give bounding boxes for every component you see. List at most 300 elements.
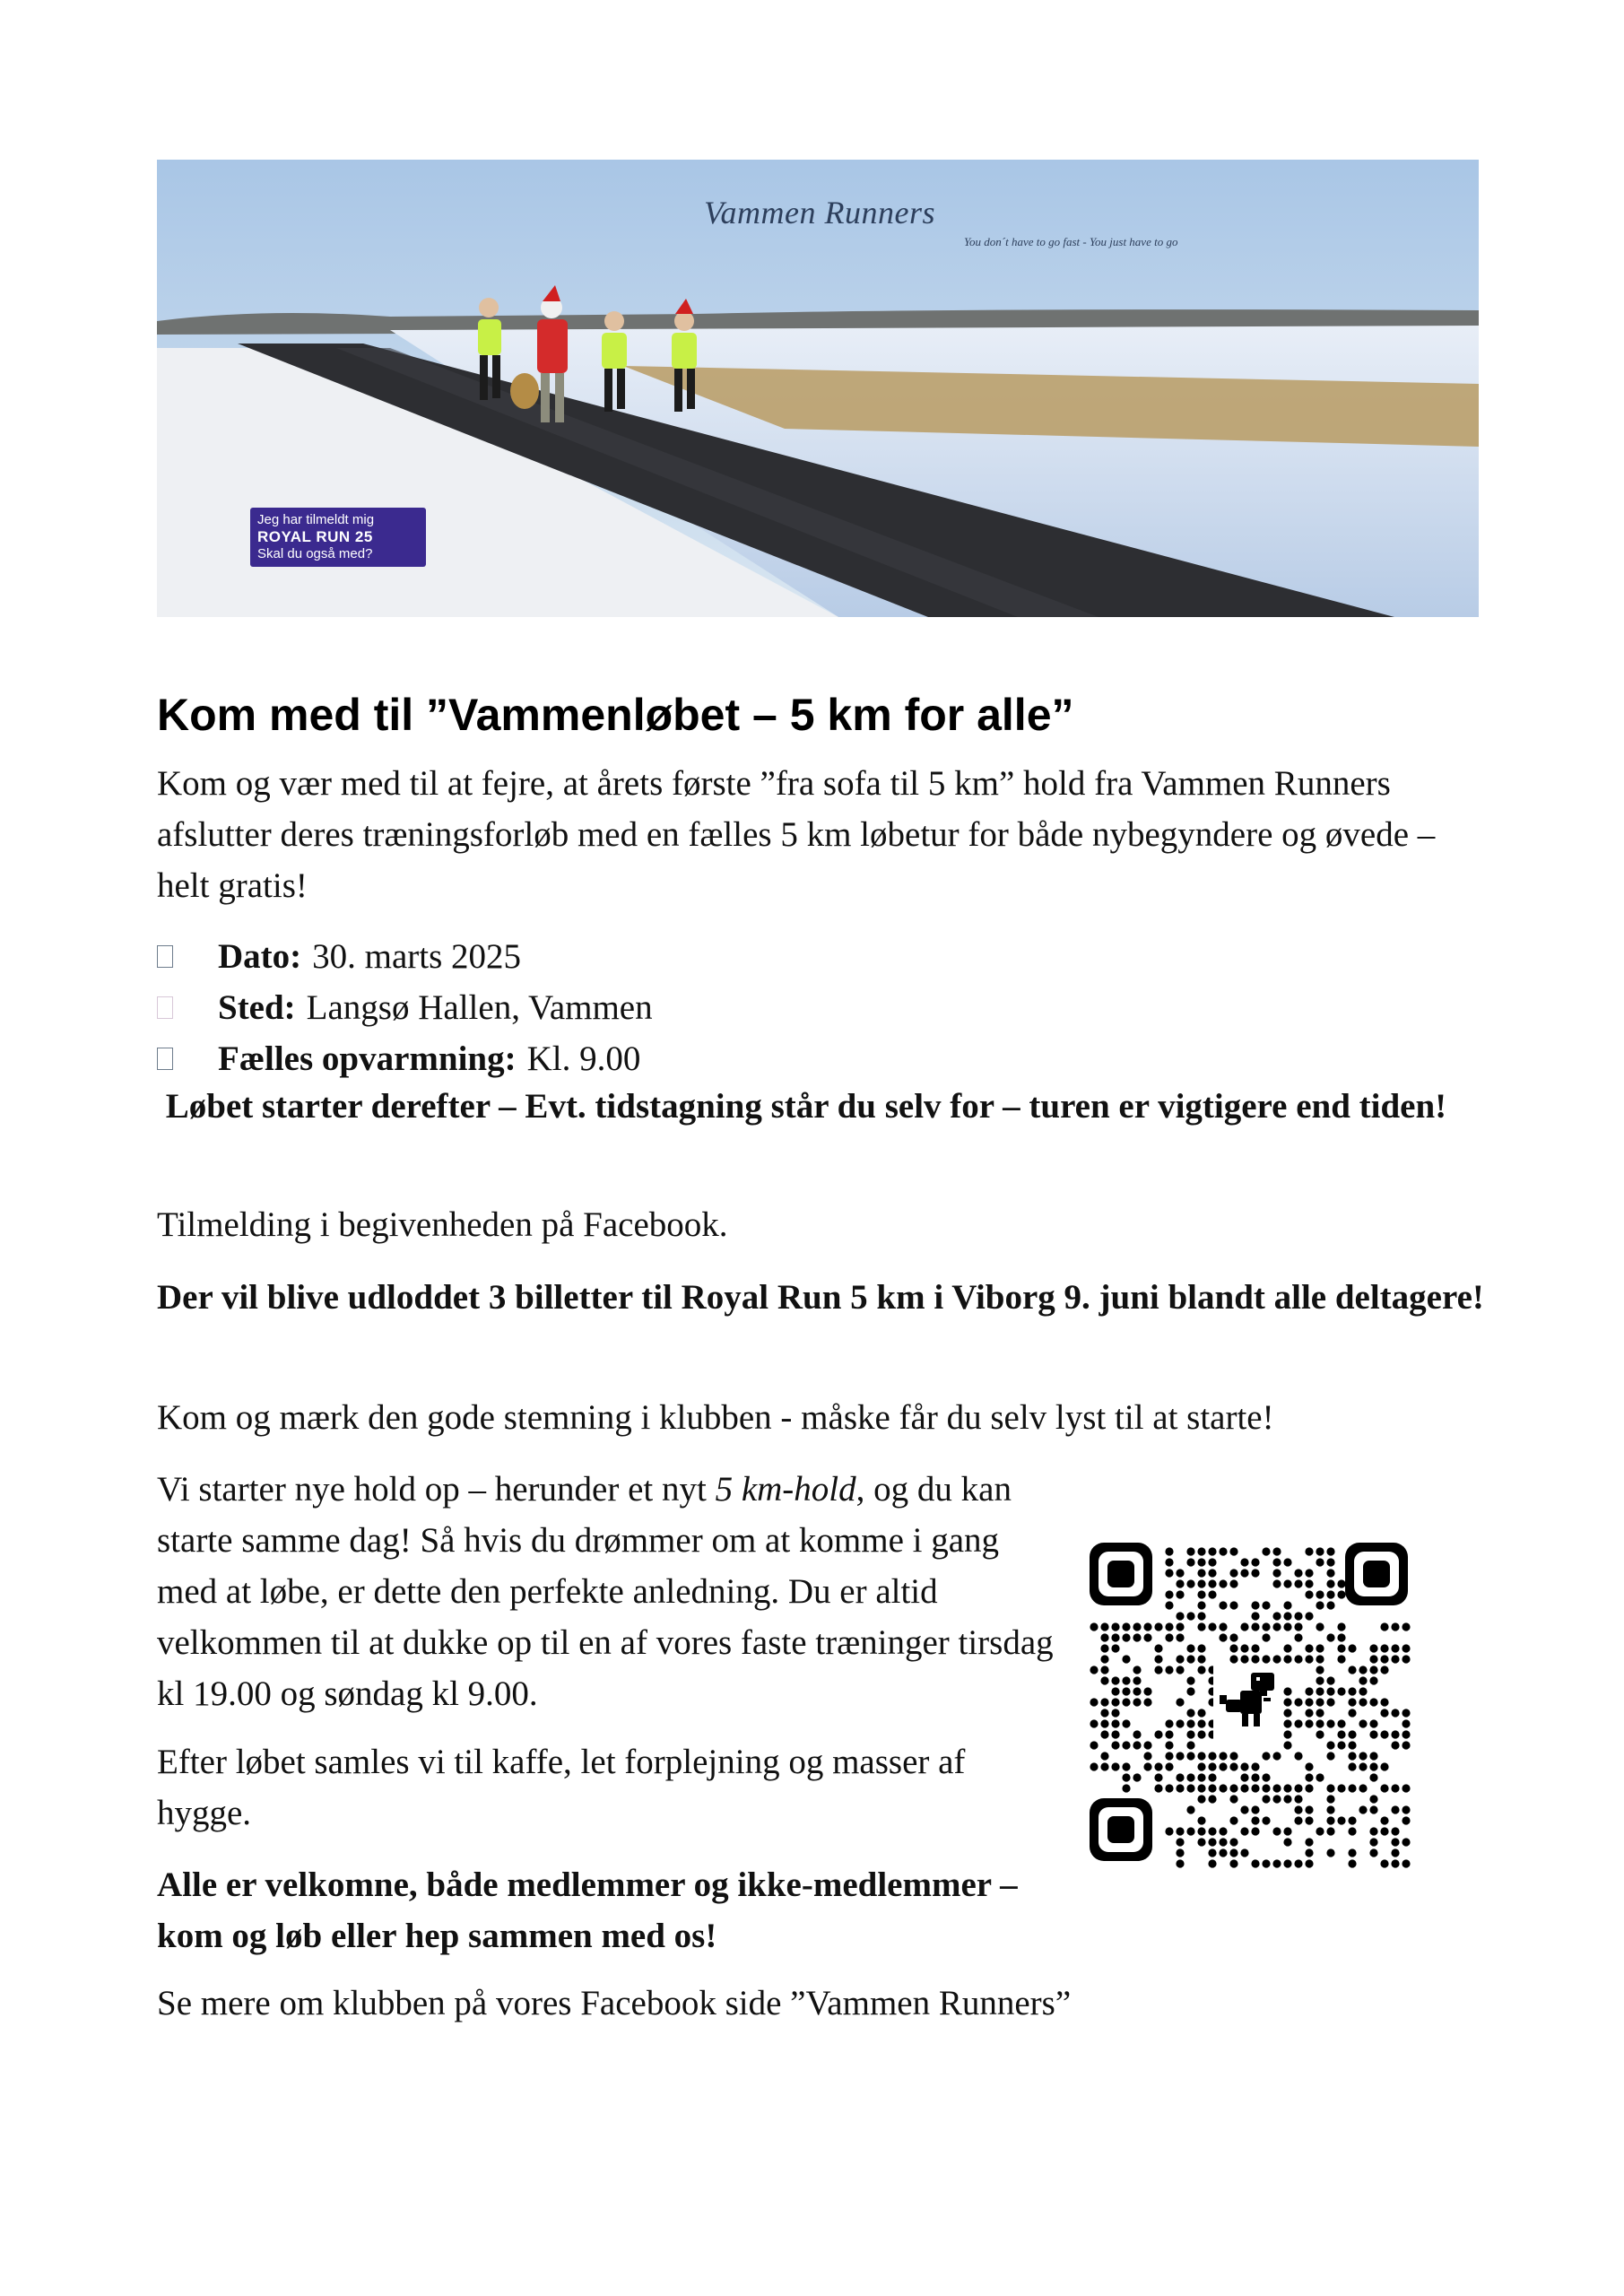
qr-module bbox=[1165, 1827, 1173, 1835]
qr-module bbox=[1229, 1848, 1238, 1857]
qr-module bbox=[1154, 1655, 1162, 1663]
qr-module bbox=[1176, 1848, 1184, 1857]
qr-module bbox=[1100, 1762, 1108, 1770]
qr-module bbox=[1240, 1805, 1248, 1813]
qr-module bbox=[1369, 1655, 1377, 1663]
qr-module bbox=[1391, 1859, 1399, 1867]
qr-module bbox=[1391, 1827, 1399, 1835]
qr-module bbox=[1251, 1644, 1259, 1652]
qr-module bbox=[1219, 1579, 1227, 1587]
badge-line-2: ROYAL RUN 25 bbox=[257, 528, 373, 545]
qr-module bbox=[1326, 1633, 1334, 1641]
qr-module bbox=[1305, 1773, 1313, 1781]
qr-code[interactable] bbox=[1063, 1520, 1439, 1897]
qr-module bbox=[1348, 1644, 1356, 1652]
checkbox-icon bbox=[157, 1048, 173, 1070]
qr-module bbox=[1380, 1665, 1388, 1674]
qr-module bbox=[1348, 1784, 1356, 1792]
qr-module bbox=[1208, 1773, 1216, 1781]
qr-module bbox=[1176, 1719, 1184, 1727]
qr-module bbox=[1272, 1784, 1281, 1792]
qr-module bbox=[1100, 1676, 1108, 1684]
qr-module bbox=[1197, 1612, 1205, 1620]
qr-module bbox=[1176, 1859, 1184, 1867]
qr-module bbox=[1402, 1838, 1410, 1846]
qr-module bbox=[1197, 1827, 1205, 1835]
qr-module bbox=[1100, 1665, 1108, 1674]
qr-module bbox=[1208, 1590, 1216, 1598]
qr-module bbox=[1369, 1762, 1377, 1770]
qr-module bbox=[1186, 1752, 1194, 1760]
qr-module bbox=[1197, 1579, 1205, 1587]
qr-module bbox=[1294, 1805, 1302, 1813]
qr-module bbox=[1186, 1612, 1194, 1620]
qr-module bbox=[1165, 1762, 1173, 1770]
qr-module bbox=[1176, 1773, 1184, 1781]
qr-module bbox=[1359, 1762, 1367, 1770]
qr-module bbox=[1197, 1784, 1205, 1792]
qr-module bbox=[1197, 1655, 1205, 1663]
qr-module bbox=[1272, 1547, 1281, 1555]
qr-module bbox=[1143, 1687, 1151, 1695]
qr-module bbox=[1262, 1784, 1270, 1792]
new-teams-text bbox=[157, 1464, 1054, 1719]
qr-module bbox=[1305, 1838, 1313, 1846]
qr-module bbox=[1186, 1719, 1194, 1727]
banner-club-name: Vammen Runners bbox=[704, 195, 935, 230]
qr-module bbox=[1402, 1859, 1410, 1867]
qr-module bbox=[1262, 1816, 1270, 1824]
qr-module bbox=[1176, 1569, 1184, 1577]
qr-module bbox=[1348, 1741, 1356, 1749]
qr-module bbox=[1348, 1752, 1356, 1760]
qr-module bbox=[1294, 1784, 1302, 1792]
qr-module bbox=[1197, 1838, 1205, 1846]
qr-module bbox=[1326, 1687, 1334, 1695]
qr-module bbox=[1348, 1665, 1356, 1674]
qr-module bbox=[1208, 1579, 1216, 1587]
qr-module bbox=[1090, 1719, 1098, 1727]
qr-module bbox=[1165, 1752, 1173, 1760]
qr-module bbox=[1305, 1590, 1313, 1598]
qr-module bbox=[1391, 1655, 1399, 1663]
qr-module bbox=[1176, 1784, 1184, 1792]
qr-module bbox=[1369, 1795, 1377, 1803]
qr-module bbox=[1326, 1752, 1334, 1760]
qr-module bbox=[1251, 1773, 1259, 1781]
qr-module bbox=[1240, 1762, 1248, 1770]
qr-module bbox=[1186, 1827, 1194, 1835]
qr-module bbox=[1272, 1558, 1281, 1566]
qr-module bbox=[1316, 1590, 1324, 1598]
qr-module bbox=[1111, 1698, 1119, 1706]
qr-module bbox=[1122, 1622, 1130, 1631]
qr-module bbox=[1337, 1730, 1345, 1738]
qr-module bbox=[1262, 1633, 1270, 1641]
qr-module bbox=[1176, 1665, 1184, 1674]
qr-module bbox=[1133, 1665, 1141, 1674]
qr-module bbox=[1219, 1601, 1227, 1609]
qr-module bbox=[1251, 1601, 1259, 1609]
qr-module bbox=[1154, 1665, 1162, 1674]
qr-module bbox=[1111, 1633, 1119, 1641]
qr-module bbox=[1154, 1730, 1162, 1738]
qr-module bbox=[1369, 1848, 1377, 1857]
qr-module bbox=[1402, 1730, 1410, 1738]
qr-module bbox=[1165, 1719, 1173, 1727]
qr-module bbox=[1283, 1719, 1291, 1727]
qr-module bbox=[1305, 1655, 1313, 1663]
qr-module bbox=[1219, 1827, 1227, 1835]
qr-module bbox=[1402, 1816, 1410, 1824]
qr-module bbox=[1262, 1655, 1270, 1663]
qr-module bbox=[1305, 1859, 1313, 1867]
qr-module bbox=[1359, 1784, 1367, 1792]
qr-module bbox=[1316, 1622, 1324, 1631]
qr-module bbox=[1197, 1547, 1205, 1555]
qr-module bbox=[1186, 1773, 1194, 1781]
qr-module bbox=[1111, 1687, 1119, 1695]
qr-module bbox=[1359, 1698, 1367, 1706]
qr-module bbox=[1208, 1752, 1216, 1760]
teams-text-before: Vi starter nye hold op – herunder et nyt bbox=[157, 1470, 716, 1509]
qr-module bbox=[1380, 1816, 1388, 1824]
qr-module bbox=[1391, 1730, 1399, 1738]
qr-module bbox=[1208, 1558, 1216, 1566]
qr-module bbox=[1294, 1655, 1302, 1663]
qr-module bbox=[1143, 1622, 1151, 1631]
banner-tagline: You don´t have to go fast - You just have to go bbox=[964, 235, 1178, 248]
qr-module bbox=[1294, 1622, 1302, 1631]
qr-module bbox=[1305, 1816, 1313, 1824]
qr-module bbox=[1272, 1569, 1281, 1577]
qr-module bbox=[1100, 1719, 1108, 1727]
qr-module bbox=[1186, 1547, 1194, 1555]
qr-module bbox=[1305, 1805, 1313, 1813]
qr-module bbox=[1391, 1805, 1399, 1813]
qr-module bbox=[1316, 1547, 1324, 1555]
qr-module bbox=[1122, 1698, 1130, 1706]
qr-module bbox=[1090, 1762, 1098, 1770]
qr-module bbox=[1100, 1633, 1108, 1641]
qr-module bbox=[1208, 1784, 1216, 1792]
qr-module bbox=[1165, 1633, 1173, 1641]
qr-module bbox=[1283, 1601, 1291, 1609]
qr-module bbox=[1380, 1730, 1388, 1738]
qr-module bbox=[1380, 1622, 1388, 1631]
qr-module bbox=[1326, 1558, 1334, 1566]
qr-module bbox=[1186, 1709, 1194, 1717]
qr-module bbox=[1251, 1612, 1259, 1620]
qr-module bbox=[1133, 1773, 1141, 1781]
qr-module bbox=[1165, 1741, 1173, 1749]
qr-module bbox=[1262, 1752, 1270, 1760]
qr-module bbox=[1122, 1655, 1130, 1663]
qr-module bbox=[1283, 1558, 1291, 1566]
qr-module bbox=[1229, 1859, 1238, 1867]
qr-module bbox=[1165, 1665, 1173, 1674]
qr-module bbox=[1283, 1698, 1291, 1706]
qr-module bbox=[1219, 1547, 1227, 1555]
qr-module bbox=[1143, 1698, 1151, 1706]
qr-module bbox=[1294, 1752, 1302, 1760]
qr-module bbox=[1176, 1838, 1184, 1846]
qr-module bbox=[1208, 1795, 1216, 1803]
signup-paragraph bbox=[157, 1199, 1484, 1250]
qr-module bbox=[1176, 1633, 1184, 1641]
fact-label: Dato: bbox=[218, 937, 302, 976]
qr-module bbox=[1391, 1838, 1399, 1846]
qr-module bbox=[1219, 1762, 1227, 1770]
qr-module bbox=[1316, 1655, 1324, 1663]
raffle-text: Der vil blive udloddet 3 billetter til Royal Run 5 km i Viborg 9. juni blandt alle deltagere! bbox=[157, 1278, 1484, 1317]
qr-module bbox=[1197, 1665, 1205, 1674]
qr-module bbox=[1251, 1655, 1259, 1663]
dinosaur-icon bbox=[1213, 1664, 1278, 1744]
qr-module bbox=[1326, 1547, 1334, 1555]
qr-module bbox=[1100, 1730, 1108, 1738]
qr-module bbox=[1133, 1741, 1141, 1749]
qr-module bbox=[1283, 1859, 1291, 1867]
qr-module bbox=[1402, 1655, 1410, 1663]
qr-module bbox=[1305, 1762, 1313, 1770]
qr-module bbox=[1305, 1612, 1313, 1620]
qr-module bbox=[1111, 1676, 1119, 1684]
qr-module bbox=[1251, 1859, 1259, 1867]
qr-module bbox=[1229, 1752, 1238, 1760]
qr-module bbox=[1272, 1827, 1281, 1835]
badge-line-3: Skal du også med? bbox=[257, 546, 373, 561]
qr-module bbox=[1305, 1709, 1313, 1717]
qr-module bbox=[1100, 1644, 1108, 1652]
qr-module bbox=[1369, 1719, 1377, 1727]
qr-module bbox=[1176, 1612, 1184, 1620]
qr-module bbox=[1316, 1698, 1324, 1706]
qr-module bbox=[1337, 1590, 1345, 1598]
qr-module bbox=[1326, 1805, 1334, 1813]
qr-module bbox=[1208, 1827, 1216, 1835]
qr-module bbox=[1272, 1612, 1281, 1620]
qr-module bbox=[1100, 1698, 1108, 1706]
qr-module bbox=[1348, 1859, 1356, 1867]
qr-module bbox=[1240, 1655, 1248, 1663]
qr-module bbox=[1197, 1644, 1205, 1652]
fact-place bbox=[157, 982, 1484, 1033]
qr-module bbox=[1229, 1784, 1238, 1792]
qr-module bbox=[1369, 1730, 1377, 1738]
qr-module bbox=[1133, 1687, 1141, 1695]
fact-label: Fælles opvarmning: bbox=[218, 1039, 517, 1078]
qr-module bbox=[1283, 1827, 1291, 1835]
fact-date bbox=[157, 931, 1484, 982]
qr-module bbox=[1229, 1838, 1238, 1846]
qr-module bbox=[1143, 1633, 1151, 1641]
qr-module bbox=[1251, 1558, 1259, 1566]
qr-module bbox=[1208, 1762, 1216, 1770]
qr-module bbox=[1326, 1676, 1334, 1684]
qr-module bbox=[1369, 1676, 1377, 1684]
qr-module bbox=[1262, 1795, 1270, 1803]
welcome-text: Alle er velkomne, både medlemmer og ikke-medlemmer – kom og løb eller hep sammen med os! bbox=[157, 1866, 1018, 1955]
qr-module bbox=[1402, 1709, 1410, 1717]
qr-module bbox=[1337, 1644, 1345, 1652]
qr-module bbox=[1262, 1773, 1270, 1781]
raffle-paragraph bbox=[157, 1272, 1484, 1323]
qr-module bbox=[1165, 1590, 1173, 1598]
qr-module bbox=[1326, 1795, 1334, 1803]
qr-module bbox=[1305, 1848, 1313, 1857]
qr-module bbox=[1197, 1762, 1205, 1770]
qr-module bbox=[1391, 1709, 1399, 1717]
qr-module bbox=[1251, 1805, 1259, 1813]
qr-module bbox=[1305, 1547, 1313, 1555]
qr-module bbox=[1369, 1827, 1377, 1835]
qr-module bbox=[1337, 1655, 1345, 1663]
qr-module bbox=[1402, 1719, 1410, 1727]
qr-module bbox=[1219, 1784, 1227, 1792]
qr-module bbox=[1154, 1762, 1162, 1770]
signup-text: Tilmelding i begivenheden på Facebook. bbox=[157, 1205, 728, 1244]
qr-module bbox=[1294, 1698, 1302, 1706]
qr-module bbox=[1283, 1741, 1291, 1749]
qr-module bbox=[1176, 1827, 1184, 1835]
qr-module bbox=[1133, 1622, 1141, 1631]
qr-module bbox=[1219, 1848, 1227, 1857]
qr-module bbox=[1326, 1569, 1334, 1577]
qr-module bbox=[1316, 1730, 1324, 1738]
qr-module bbox=[1208, 1547, 1216, 1555]
intro-paragraph bbox=[157, 758, 1475, 911]
qr-module bbox=[1262, 1622, 1270, 1631]
qr-module bbox=[1380, 1859, 1388, 1867]
after-run-text: Efter løbet samles vi til kaffe, let forplejning og masser af hygge. bbox=[157, 1743, 966, 1832]
royal-run-badge bbox=[250, 508, 426, 567]
badge-line-1: Jeg har tilmeldt mig bbox=[257, 512, 375, 527]
qr-module bbox=[1262, 1859, 1270, 1867]
qr-module bbox=[1197, 1558, 1205, 1566]
qr-module bbox=[1100, 1622, 1108, 1631]
qr-module bbox=[1251, 1827, 1259, 1835]
mood-paragraph bbox=[157, 1392, 1484, 1443]
qr-module bbox=[1316, 1687, 1324, 1695]
qr-module bbox=[1316, 1676, 1324, 1684]
qr-module bbox=[1165, 1558, 1173, 1566]
qr-module bbox=[1380, 1784, 1388, 1792]
qr-module bbox=[1240, 1848, 1248, 1857]
qr-module bbox=[1219, 1633, 1227, 1641]
more-info-text: Se mere om klubben på vores Facebook side ”Vammen Runners” bbox=[157, 1984, 1072, 2022]
qr-module bbox=[1391, 1848, 1399, 1857]
page-title: Kom med til ”Vammenløbet – 5 km for alle” bbox=[157, 690, 1074, 740]
qr-module bbox=[1326, 1579, 1334, 1587]
qr-module bbox=[1208, 1622, 1216, 1631]
qr-module bbox=[1111, 1762, 1119, 1770]
qr-module bbox=[1197, 1622, 1205, 1631]
qr-module bbox=[1359, 1719, 1367, 1727]
qr-module bbox=[1143, 1741, 1151, 1749]
start-note-text: Løbet starter derefter – Evt. tidstagning står du selv for – turen er vigtigere end tiden! bbox=[157, 1087, 1447, 1126]
qr-module bbox=[1176, 1698, 1184, 1706]
qr-module bbox=[1111, 1622, 1119, 1631]
qr-module bbox=[1359, 1805, 1367, 1813]
qr-module bbox=[1359, 1687, 1367, 1695]
qr-module bbox=[1197, 1795, 1205, 1803]
qr-module bbox=[1229, 1795, 1238, 1803]
qr-module bbox=[1240, 1569, 1248, 1577]
more-info-paragraph bbox=[157, 1978, 1484, 2029]
qr-module bbox=[1240, 1773, 1248, 1781]
qr-module bbox=[1176, 1590, 1184, 1598]
qr-module bbox=[1305, 1687, 1313, 1695]
qr-module bbox=[1316, 1709, 1324, 1717]
teams-emphasis: 5 km-hold bbox=[715, 1470, 856, 1509]
qr-module bbox=[1219, 1838, 1227, 1846]
qr-module bbox=[1229, 1644, 1238, 1652]
qr-module bbox=[1229, 1569, 1238, 1577]
qr-module bbox=[1197, 1816, 1205, 1824]
qr-module bbox=[1165, 1601, 1173, 1609]
qr-module bbox=[1316, 1601, 1324, 1609]
after-run-paragraph bbox=[157, 1736, 1054, 1839]
qr-module bbox=[1240, 1622, 1248, 1631]
qr-module bbox=[1186, 1655, 1194, 1663]
qr-module bbox=[1122, 1676, 1130, 1684]
qr-module bbox=[1143, 1752, 1151, 1760]
qr-module bbox=[1111, 1719, 1119, 1727]
qr-module bbox=[1251, 1816, 1259, 1824]
qr-module bbox=[1186, 1730, 1194, 1738]
qr-module bbox=[1219, 1752, 1227, 1760]
qr-module bbox=[1229, 1816, 1238, 1824]
qr-module bbox=[1186, 1741, 1194, 1749]
qr-module bbox=[1369, 1752, 1377, 1760]
qr-module bbox=[1090, 1665, 1098, 1674]
qr-module bbox=[1326, 1601, 1334, 1609]
qr-module bbox=[1369, 1773, 1377, 1781]
qr-module bbox=[1165, 1730, 1173, 1738]
qr-module bbox=[1229, 1655, 1238, 1663]
qr-module bbox=[1369, 1805, 1377, 1813]
qr-module bbox=[1165, 1622, 1173, 1631]
qr-module bbox=[1283, 1655, 1291, 1663]
qr-module bbox=[1326, 1816, 1334, 1824]
checkbox-icon bbox=[157, 945, 173, 968]
qr-module bbox=[1294, 1859, 1302, 1867]
qr-module bbox=[1251, 1569, 1259, 1577]
qr-module bbox=[1176, 1622, 1184, 1631]
qr-module bbox=[1154, 1784, 1162, 1792]
qr-module bbox=[1391, 1644, 1399, 1652]
qr-module bbox=[1326, 1848, 1334, 1857]
qr-module bbox=[1186, 1676, 1194, 1684]
qr-module bbox=[1337, 1633, 1345, 1641]
qr-module bbox=[1186, 1805, 1194, 1813]
qr-module bbox=[1229, 1547, 1238, 1555]
qr-module bbox=[1294, 1612, 1302, 1620]
qr-module bbox=[1369, 1665, 1377, 1674]
qr-module bbox=[1348, 1848, 1356, 1857]
qr-module bbox=[1186, 1579, 1194, 1587]
checkbox-icon bbox=[157, 996, 173, 1019]
qr-module bbox=[1240, 1644, 1248, 1652]
qr-module bbox=[1294, 1816, 1302, 1824]
qr-module bbox=[1402, 1805, 1410, 1813]
qr-module bbox=[1240, 1784, 1248, 1792]
fact-value: 30. marts 2025 bbox=[312, 937, 522, 976]
qr-module bbox=[1251, 1622, 1259, 1631]
qr-module bbox=[1197, 1569, 1205, 1577]
event-facts-list bbox=[157, 931, 1484, 1084]
